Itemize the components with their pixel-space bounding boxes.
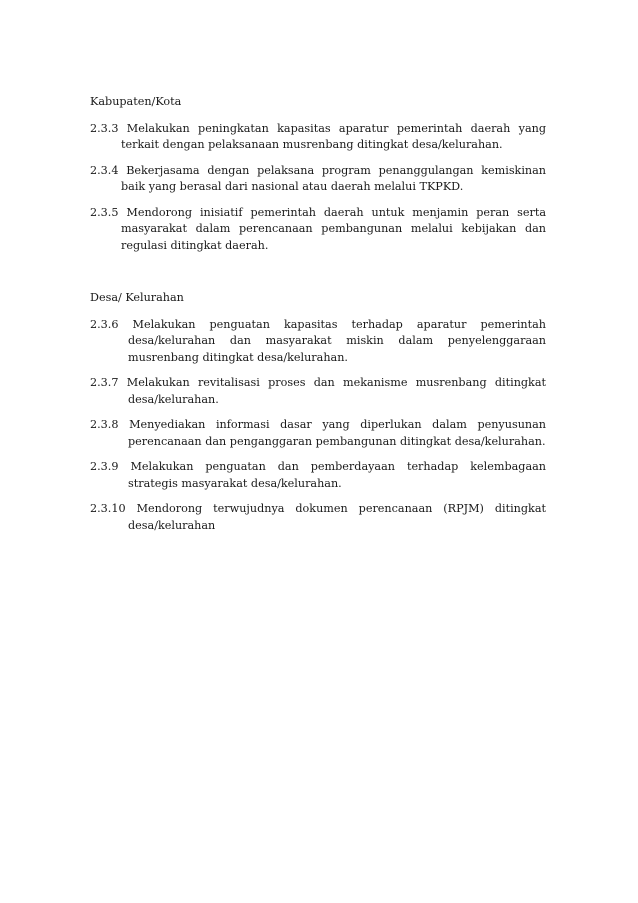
list-item-2-3-10 [90, 501, 546, 534]
item-number: 2.3.5 [90, 205, 119, 219]
section-spacer [90, 263, 546, 290]
list-item-2-3-7 [90, 375, 546, 408]
section-heading-kabupaten-kota: Kabupaten/Kota [90, 95, 182, 108]
item-text: Melakukan penguatan dan pemberdayaan terhadap kelembagaan strategis masyarakat desa/kelurahan. [128, 460, 546, 490]
item-text: Melakukan penguatan kapasitas terhadap aparatur pemerintah desa/kelurahan dan masyarakat miskin dalam penyelenggaraan musrenbang ditingkat desa/kelurahan. [128, 317, 546, 364]
item-number: 2.3.3 [90, 121, 119, 135]
item-number: 2.3.10 [90, 502, 126, 515]
item-text: Mendorong terwujudnya dokumen perencanaan (RPJM) ditingkat desa/kelurahan [128, 502, 546, 532]
document-page [90, 94, 546, 543]
list-item-2-3-8 [90, 417, 546, 450]
item-number: 2.3.8 [90, 418, 119, 431]
item-text: Bekerjasama dengan pelaksana program penanggulangan kemiskinan baik yang berasal dari nasional atau daerah melalui TKPKD. [121, 163, 546, 193]
list-item-2-3-4 [90, 163, 546, 196]
item-number: 2.3.4 [90, 163, 119, 177]
item-text: Menyediakan informasi dasar yang diperlukan dalam penyusunan perencanaan dan penganggaran pembangunan ditingkat desa/kelurahan. [128, 418, 546, 448]
item-text: Melakukan revitalisasi proses dan mekanisme musrenbang ditingkat desa/kelurahan. [126, 376, 547, 406]
item-text: Mendorong inisiatif pemerintah daerah untuk menjamin peran serta masyarakat dalam perencanaan pembangunan melalui kebijakan dan regulasi ditingkat daerah. [121, 205, 547, 252]
list-item-2-3-5 [90, 205, 546, 255]
item-number: 2.3.6 [90, 317, 119, 331]
item-number: 2.3.7 [90, 376, 119, 389]
list-item-2-3-9 [90, 459, 546, 492]
item-text: Melakukan peningkatan kapasitas aparatur pemerintah daerah yang terkait dengan pelaksanaan musrenbang ditingkat desa/kelurahan. [121, 121, 546, 151]
list-item-2-3-3 [90, 121, 546, 154]
item-number: 2.3.9 [90, 460, 119, 473]
section-heading-desa-kelurahan: Desa/ Kelurahan [90, 291, 184, 304]
list-item-2-3-6 [90, 317, 546, 367]
